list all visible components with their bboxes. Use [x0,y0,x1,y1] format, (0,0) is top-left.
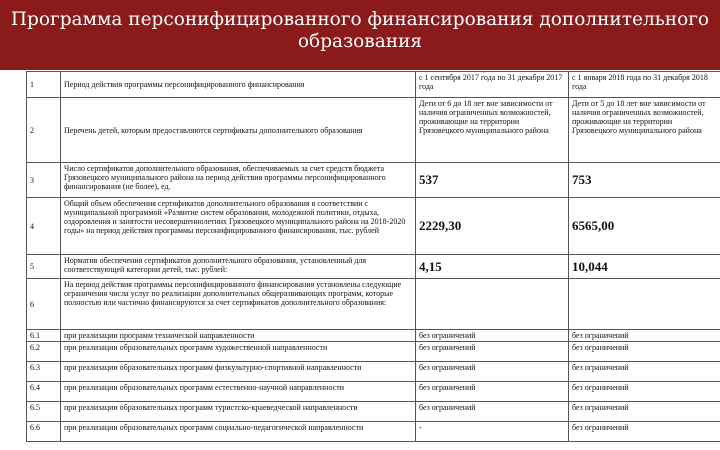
table-row [27,163,720,198]
row-number: 6.5 [27,402,61,422]
row-number: 6.4 [27,382,61,402]
table-row [27,198,720,255]
row-number: 5 [27,255,61,279]
value-2017: 537 [416,163,569,198]
value-2017: 2229,30 [416,198,569,255]
value-2018: без ограничений [569,402,720,422]
slide-header [0,0,720,70]
row-description: при реализации программ технической направленности [61,330,416,342]
value-2017: без ограничений [416,402,569,422]
row-number: 6.3 [27,362,61,382]
table-row [27,279,720,330]
value-2017: с 1 сентября 2017 года по 31 декабря 2017 года [416,72,569,98]
row-number: 6.2 [27,342,61,362]
table-row [27,402,720,422]
row-number: 6.1 [27,330,61,342]
value-2017: без ограничений [416,382,569,402]
value-2017: Дети от 6 до 18 лет вне зависимости от наличия ограниченных возможностей, проживающие на территории Грязовецкого муниципального района [416,98,569,163]
value-2018 [569,279,720,330]
value-2018: Дети от 5 до 18 лет вне зависимости от наличия ограниченных возможностей, проживающие на территории Грязовецкого муниципального района [569,98,720,163]
row-number: 2 [27,98,61,163]
value-2018: 753 [569,163,720,198]
row-description: при реализации образовательных программ физкультурно-спортивной направленности [61,362,416,382]
row-number: 3 [27,163,61,198]
table-row [27,382,720,402]
row-description: На период действия программы персонифицированного финансирования установлены следующие ограничения числа услуг по реализации дополнительных общеразвивающих программ, которые полностью или частично финансируются за счет сертификатов дополнительного образования: [61,279,416,330]
row-description: при реализации образовательных программ туристско-краеведческой направленности [61,402,416,422]
row-number: 1 [27,72,61,98]
value-2018: 6565,00 [569,198,720,255]
row-number: 6 [27,279,61,330]
row-description: Общий объем обеспечения сертификатов дополнительного образования в соответствии с муниципальной программой «Развитие систем образования, молодежной политики, отдыха, оздоровления и занятости несовершеннолетних Грязовецкого муниципального района на 2018-2020 годы» на период действия программы персонифицированного финансирования, тыс. рублей [61,198,416,255]
value-2018: без ограничений [569,342,720,362]
value-2017: без ограничений [416,330,569,342]
slide-title-line-1: Программа персонифицированного финансирования дополнительного [10,9,710,30]
value-2018: с 1 января 2018 года по 31 декабря 2018 года [569,72,720,98]
value-2017: без ограничений [416,362,569,382]
row-number: 4 [27,198,61,255]
value-2017: - [416,422,569,442]
slide-title-line-2: образования [297,31,423,52]
row-description: при реализации образовательных программ художественной направленности [61,342,416,362]
value-2018: без ограничений [569,330,720,342]
row-number: 6.6 [27,422,61,442]
row-description: Норматив обеспечения сертификатов дополнительного образования, установленный для соответствующей категории детей, тыс. рублей: [61,255,416,279]
table-row [27,98,720,163]
value-2018: без ограничений [569,362,720,382]
table-row [27,422,720,442]
value-2017: 4,15 [416,255,569,279]
table-row [27,72,720,98]
row-description: Период действия программы персонифицированного финансирования [61,72,416,98]
table-row [27,342,720,362]
table-row [27,255,720,279]
table-row [27,362,720,382]
row-description: Число сертификатов дополнительного образования, обеспечиваемых за счет средств бюджета Грязовецкого муниципального района на период действия программы персонифицированного финансирования (не более), ед. [61,163,416,198]
value-2017: без ограничений [416,342,569,362]
value-2018: без ограничений [569,422,720,442]
value-2018: 10,044 [569,255,720,279]
value-2018: без ограничений [569,382,720,402]
value-2017 [416,279,569,330]
row-description: при реализации образовательных программ социально-педагогической направленности [61,422,416,442]
program-table [26,71,720,442]
row-description: при реализации образовательных программ естественно-научной направленности [61,382,416,402]
row-description: Перечень детей, которым предоставляются сертификаты дополнительного образования [61,98,416,163]
table-row [27,330,720,342]
